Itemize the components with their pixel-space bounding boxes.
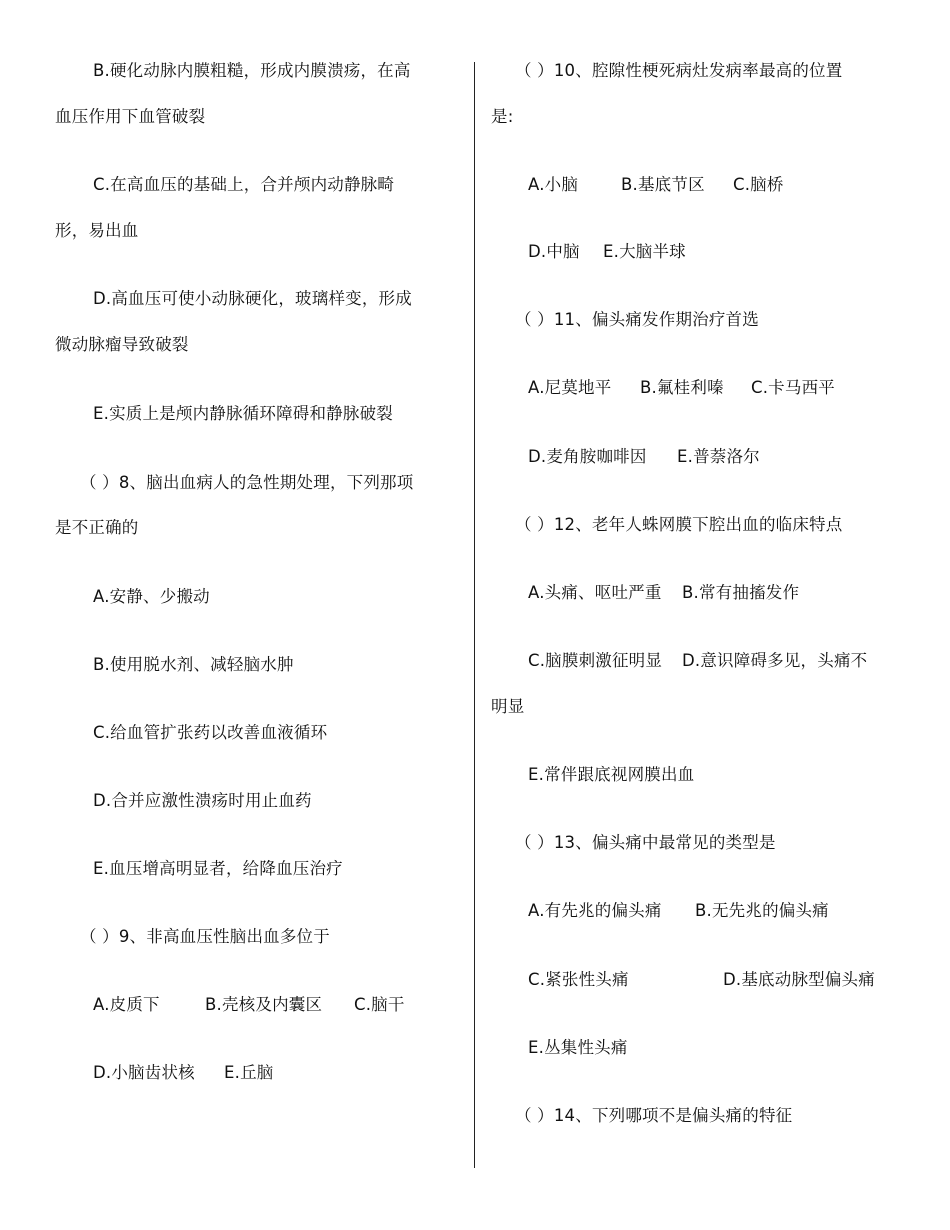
- question-12: （ ）12、老年人蛛网膜下腔出血的临床特点: [515, 515, 843, 534]
- option-11b: B.氟桂利嗪: [640, 378, 724, 397]
- option-7b-line2: 血压作用下血管破裂: [55, 107, 206, 126]
- option-13a: A.有先兆的偏头痛: [528, 901, 662, 920]
- option-8c: C.给血管扩张药以改善血液循环: [93, 723, 328, 742]
- option-8a: A.安静、少搬动: [93, 587, 210, 606]
- option-12b: B.常有抽搐发作: [682, 583, 800, 602]
- option-9d: D.小脑齿状核: [93, 1063, 195, 1082]
- option-7e: E.实质上是颅内静脉循环障碍和静脉破裂: [93, 404, 393, 423]
- option-11e: E.普萘洛尔: [677, 447, 760, 466]
- question-8-line1: （ ）8、脑出血病人的急性期处理，下列那项: [80, 473, 414, 492]
- option-13d: D.基底动脉型偏头痛: [723, 970, 875, 989]
- question-10-line1: （ ）10、腔隙性梗死病灶发病率最高的位置: [515, 61, 843, 80]
- option-10b: B.基底节区: [621, 175, 705, 194]
- question-13: （ ）13、偏头痛中最常见的类型是: [515, 833, 776, 852]
- option-12d-line1: D.意识障碍多见，头痛不: [682, 651, 868, 670]
- option-12c: C.脑膜刺激征明显: [528, 651, 663, 670]
- question-11: （ ）11、偏头痛发作期治疗首选: [515, 310, 759, 329]
- option-12a: A.头痛、呕吐严重: [528, 583, 662, 602]
- option-11a: A.尼莫地平: [528, 378, 612, 397]
- option-7b-line1: B.硬化动脉内膜粗糙，形成内膜溃疡，在高: [93, 61, 411, 80]
- question-9: （ ）9、非高血压性脑出血多位于: [80, 927, 330, 946]
- option-10a: A.小脑: [528, 175, 579, 194]
- option-7d-line1: D.高血压可使小动脉硬化，玻璃样变，形成: [93, 289, 412, 308]
- option-8d: D.合并应激性溃疡时用止血药: [93, 791, 312, 810]
- option-12d-line2: 明显: [491, 697, 525, 716]
- option-11c: C.卡马西平: [751, 378, 835, 397]
- option-13c: C.紧张性头痛: [528, 970, 629, 989]
- question-14: （ ）14、下列哪项不是偏头痛的特征: [515, 1106, 793, 1125]
- option-10c: C.脑桥: [733, 175, 784, 194]
- question-10-line2: 是:: [491, 107, 514, 126]
- option-8b: B.使用脱水剂、减轻脑水肿: [93, 655, 294, 674]
- option-13e: E.丛集性头痛: [528, 1038, 628, 1057]
- option-10d: D.中脑: [528, 242, 580, 261]
- option-11d: D.麦角胺咖啡因: [528, 447, 647, 466]
- option-9e: E.丘脑: [224, 1063, 274, 1082]
- option-7c-line1: C.在高血压的基础上，合并颅内动静脉畸: [93, 175, 395, 194]
- option-10e: E.大脑半球: [603, 242, 686, 261]
- question-8-line2: 是不正确的: [55, 518, 139, 537]
- option-7d-line2: 微动脉瘤导致破裂: [55, 335, 189, 354]
- column-divider: [474, 62, 475, 1168]
- option-13b: B.无先兆的偏头痛: [695, 901, 829, 920]
- option-12e: E.常伴跟底视网膜出血: [528, 765, 695, 784]
- option-9c: C.脑干: [354, 995, 405, 1014]
- option-7c-line2: 形，易出血: [55, 221, 139, 240]
- option-9b: B.壳核及内囊区: [205, 995, 323, 1014]
- option-9a: A.皮质下: [93, 995, 160, 1014]
- option-8e: E.血压增高明显者，给降血压治疗: [93, 859, 343, 878]
